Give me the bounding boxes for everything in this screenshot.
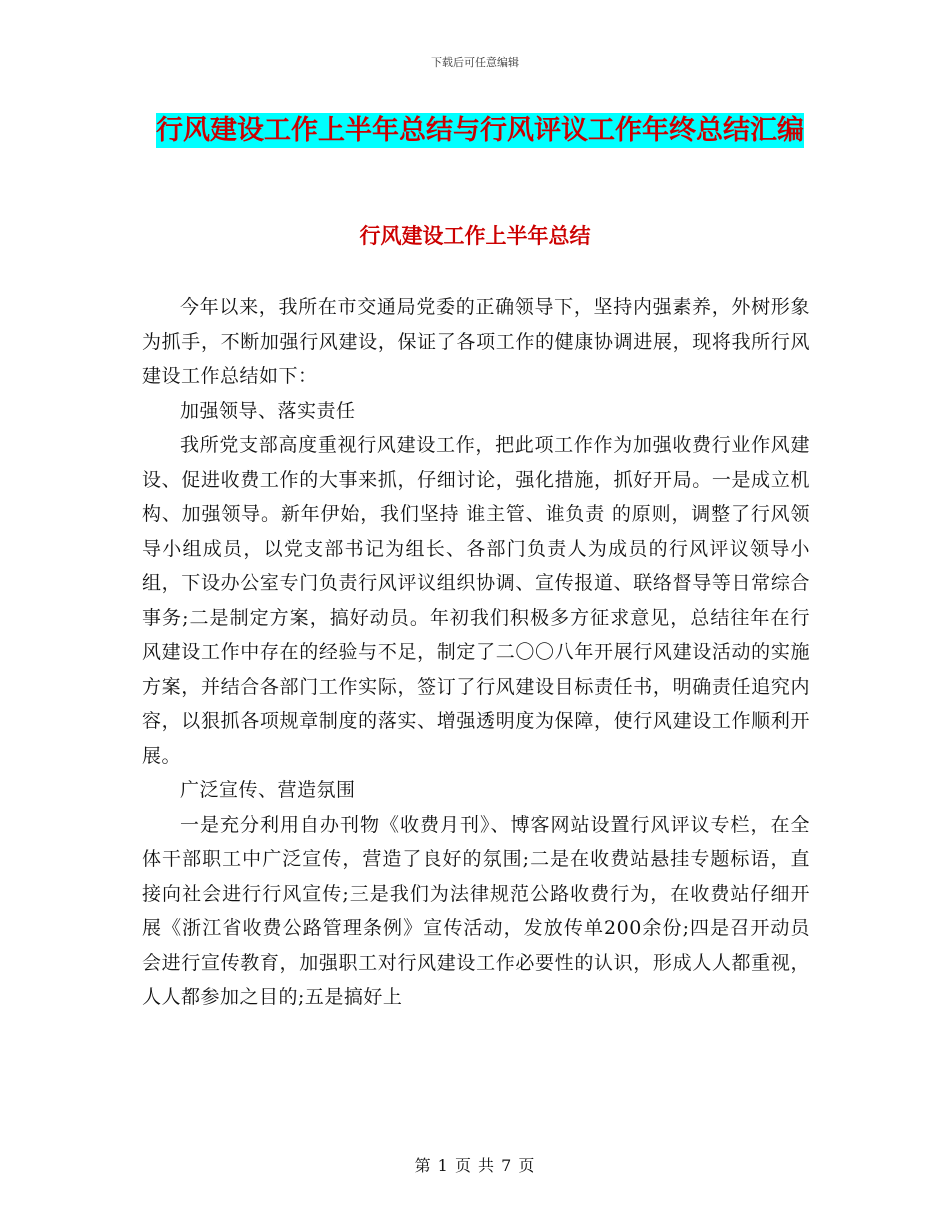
paragraph-intro: 今年以来，我所在市交通局党委的正确领导下，坚持内强素养，外树形象为抓手，不断加强行风建设，保证了各项工作的健康协调进展，现将我所行风建设工作总结如下： [142,296,810,387]
paragraph-heading-1: 加强领导、落实责任 [180,399,356,422]
section-title: 行风建设工作上半年总结 [359,224,591,248]
paragraph-leadership: 我所党支部高度重视行风建设工作，把此项工作作为加强收费行业作风建设、促进收费工作的大事来抓，仔细讨论，强化措施，抓好开局。一是成立机构、加强领导。新年伊始，我们坚持 谁主管、谁负责 的原则，调整了行风领导小组成员，以党支部书记为组长、各部门负责人为成员的行风评议领导小组，下设办公室专门负责行风评议组织协调、宣传报道、联络督导等日常综合事务;二是制定方案，搞好动员。年初我们积极多方征求意见，总结往年在行风建设工作中存在的经验与不足，制定了二〇〇八年开展行风建设活动的实施方案，并结合各部门工作实际，签订了行风建设目标责任书，明确责任追究内容，以狠抓各项规章制度的落实、增强透明度为保障，使行风建设工作顺利开展。 [142,434,810,767]
header-note: 下载后可任意编辑 [431,56,519,69]
paragraph-publicity: 一是充分利用自办刊物《收费月刊》、博客网站设置行风评议专栏，在全体干部职工中广泛宣传，营造了良好的氛围;二是在收费站悬挂专题标语，直接向社会进行行风宣传;三是我们为法律规范公路收费行为，在收费站仔细开展《浙江省收费公路管理条例》宣传活动，发放传单200余份;四是召开动员会进行宣传教育，加强职工对行风建设工作必要性的认识，形成人人都重视，人人都参加之目的;五是搞好上 [142,813,810,1008]
paragraph-heading-2: 广泛宣传、营造氛围 [180,779,356,801]
page-footer: 第 1 页 共 7 页 [414,1156,536,1175]
main-title-text: 行风建设工作上半年总结与行风评议工作年终总结汇编 [156,115,804,146]
body-text [142,290,810,1015]
main-title [150,108,810,154]
